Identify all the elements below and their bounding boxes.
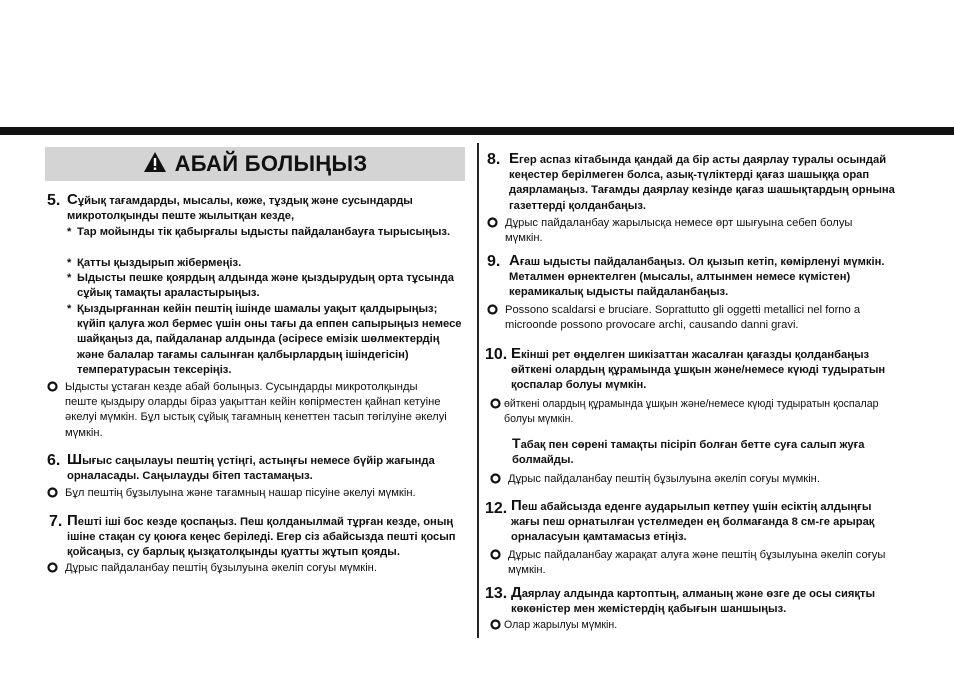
item-13: 13. Даярлау алдында картоптың, алманың және өзге де осы сияқты көкөністер мен жемістердің қабығын шаншыңыз. bbox=[485, 584, 876, 616]
sub-item: * Қатты қыздырып жібермеңіз. bbox=[67, 257, 242, 269]
circle-bullet-icon bbox=[490, 549, 501, 560]
item-9: 9. Ағаш ыдысты пайдаланбаңыз. Ол қызып кетіп, көмірленуі мүмкін. Металмен өрнектелген (мысалы, алтынмен немесе күмістен) керамикалық ыдысты пайдаланбаңыз. bbox=[487, 252, 885, 299]
item-text: ұйық тағамдарды, мысалы, көже, тұздық және сусындарды микротолқынды пеште жылытқан кезде, bbox=[67, 195, 413, 223]
sub-item: * Ыдысты пешке қоярдың алдында және қыздырудың орта тұсында сұйық тамақты араластырыңыз. bbox=[67, 272, 454, 300]
item-number: 5. bbox=[47, 192, 61, 209]
item-8: 8. Егер аспаз кітабында қандай да бір асты даярлау туралы осындай кеңестер берілмеген болса, азық-түліктерді қағаз шашыққа орап даярламаңыз. Тағамды даярлау кезінде қағаз шашықтардың орнына газеттерді қолданбаңыз. bbox=[487, 150, 895, 212]
note-item: өйткені олардың құрамында ұшқын және/немесе күюді тудыратын қоспалар болуы мүмкін. bbox=[490, 397, 890, 427]
circle-bullet-icon bbox=[487, 217, 498, 228]
warning-title: АБАЙ БОЛЫҢЫЗ bbox=[174, 151, 368, 176]
item-6: 6. Шығыс саңылауы пештің үстіңгі, астыңғы немесе бүйір жағында орналасады. Саңылауды бітеп тастамаңыз. bbox=[47, 451, 435, 483]
item-12: 12. Пеш абайсызда еденге аударылып кетпеу үшін есіктің алдыңғы жағы пеш орнатылған үстелмеден ең болмағанда 8 см-ге арырақ орналасуын қамтамасыз етіңіз. bbox=[485, 497, 875, 544]
circle-bullet-icon bbox=[490, 398, 501, 409]
drop-cap: С bbox=[67, 191, 78, 208]
circle-bullet-icon bbox=[47, 562, 58, 573]
item-10-extra: Табақ пен сөрені тамақты пісіріп болған бетте суға салып жуға болмайды. bbox=[512, 435, 865, 467]
circle-bullet-icon bbox=[490, 619, 501, 630]
note-item: Бұл пештің бұзылуына және тағамның нашар пісуіне әкелуі мүмкін. bbox=[47, 486, 472, 501]
item-10: 10. Екінші рет өңделген шикізаттан жасалған қағазды қолданбаңыз өйткені олардың құрамында ұшқын және/немесе күюді тудыратын қоспалар болуы мүмкін. bbox=[485, 345, 886, 392]
warning-banner bbox=[45, 147, 465, 181]
circle-bullet-icon bbox=[490, 473, 501, 484]
note-item: Олар жарылуы мүмкін. bbox=[490, 618, 890, 633]
sub-item: * Тар мойынды тік қабырғалы ыдысты пайдаланбауға тырысыңыз. bbox=[67, 226, 451, 238]
warning-triangle-icon bbox=[143, 151, 167, 178]
top-rule bbox=[0, 127, 954, 135]
circle-bullet-icon bbox=[487, 304, 498, 315]
circle-bullet-icon bbox=[47, 381, 58, 392]
column-divider bbox=[477, 143, 479, 638]
note-item: Дұрыс пайдаланбау жарақат алуға және пештің бұзылуына әкеліп соғуы мүмкін. bbox=[490, 548, 900, 578]
note-item: Дұрыс пайдаланбау пештің бұзылуына әкеліп соғуы мүмкін. bbox=[47, 561, 467, 576]
sub-item: * Қыздырғаннан кейін пештің ішінде шамалы уақыт қалдырыңыз; күйіп қалуға жол бермес үшін оны тағы да еппен сапырыңыз немесе шайқаңыз да, пайдаланар алдында (әсіресе емізік шөлмектердің және балалар тағамы салынған қалбырлардың ішіндегісін) температурасын тексеріңіз. bbox=[67, 303, 462, 376]
note-item: Ыдысты ұстаған кезде абай болыңыз. Сусындарды микротолқынды пеште қыздыру оларды біраз уақыттан кейін көпірместен қайнап кетуіне әкелуі мүмкін. Бұл ыстық сұйық тағамның кенеттен тасып төгілуіне әкелуі мүмкін. bbox=[47, 380, 447, 441]
item-7: 7. Пешті іші бос кезде қоспаңыз. Пеш қолданылмай тұрған кезде, оның ішіне стақан су қоюға кеңес беріледі. Егер сіз абайсызда пешті қосып қойсаңыз, су барлық қызқатолқынды қуатты жұтып қояды. bbox=[49, 512, 456, 559]
note-item: Дұрыс пайдаланбау пештің бұзылуына әкеліп соғуы мүмкін. bbox=[490, 472, 890, 487]
note-item: Possono scaldarsi e bruciare. Soprattutto gli oggetti metallici nel forno a microonde possono provocare archi, causando danni gravi. bbox=[487, 303, 907, 333]
item-5 bbox=[45, 192, 465, 224]
note-item: Дұрыс пайдаланбау жарылысқа немесе өрт шығуына себеп болуы мүмкін. bbox=[487, 216, 887, 246]
circle-bullet-icon bbox=[47, 487, 58, 498]
